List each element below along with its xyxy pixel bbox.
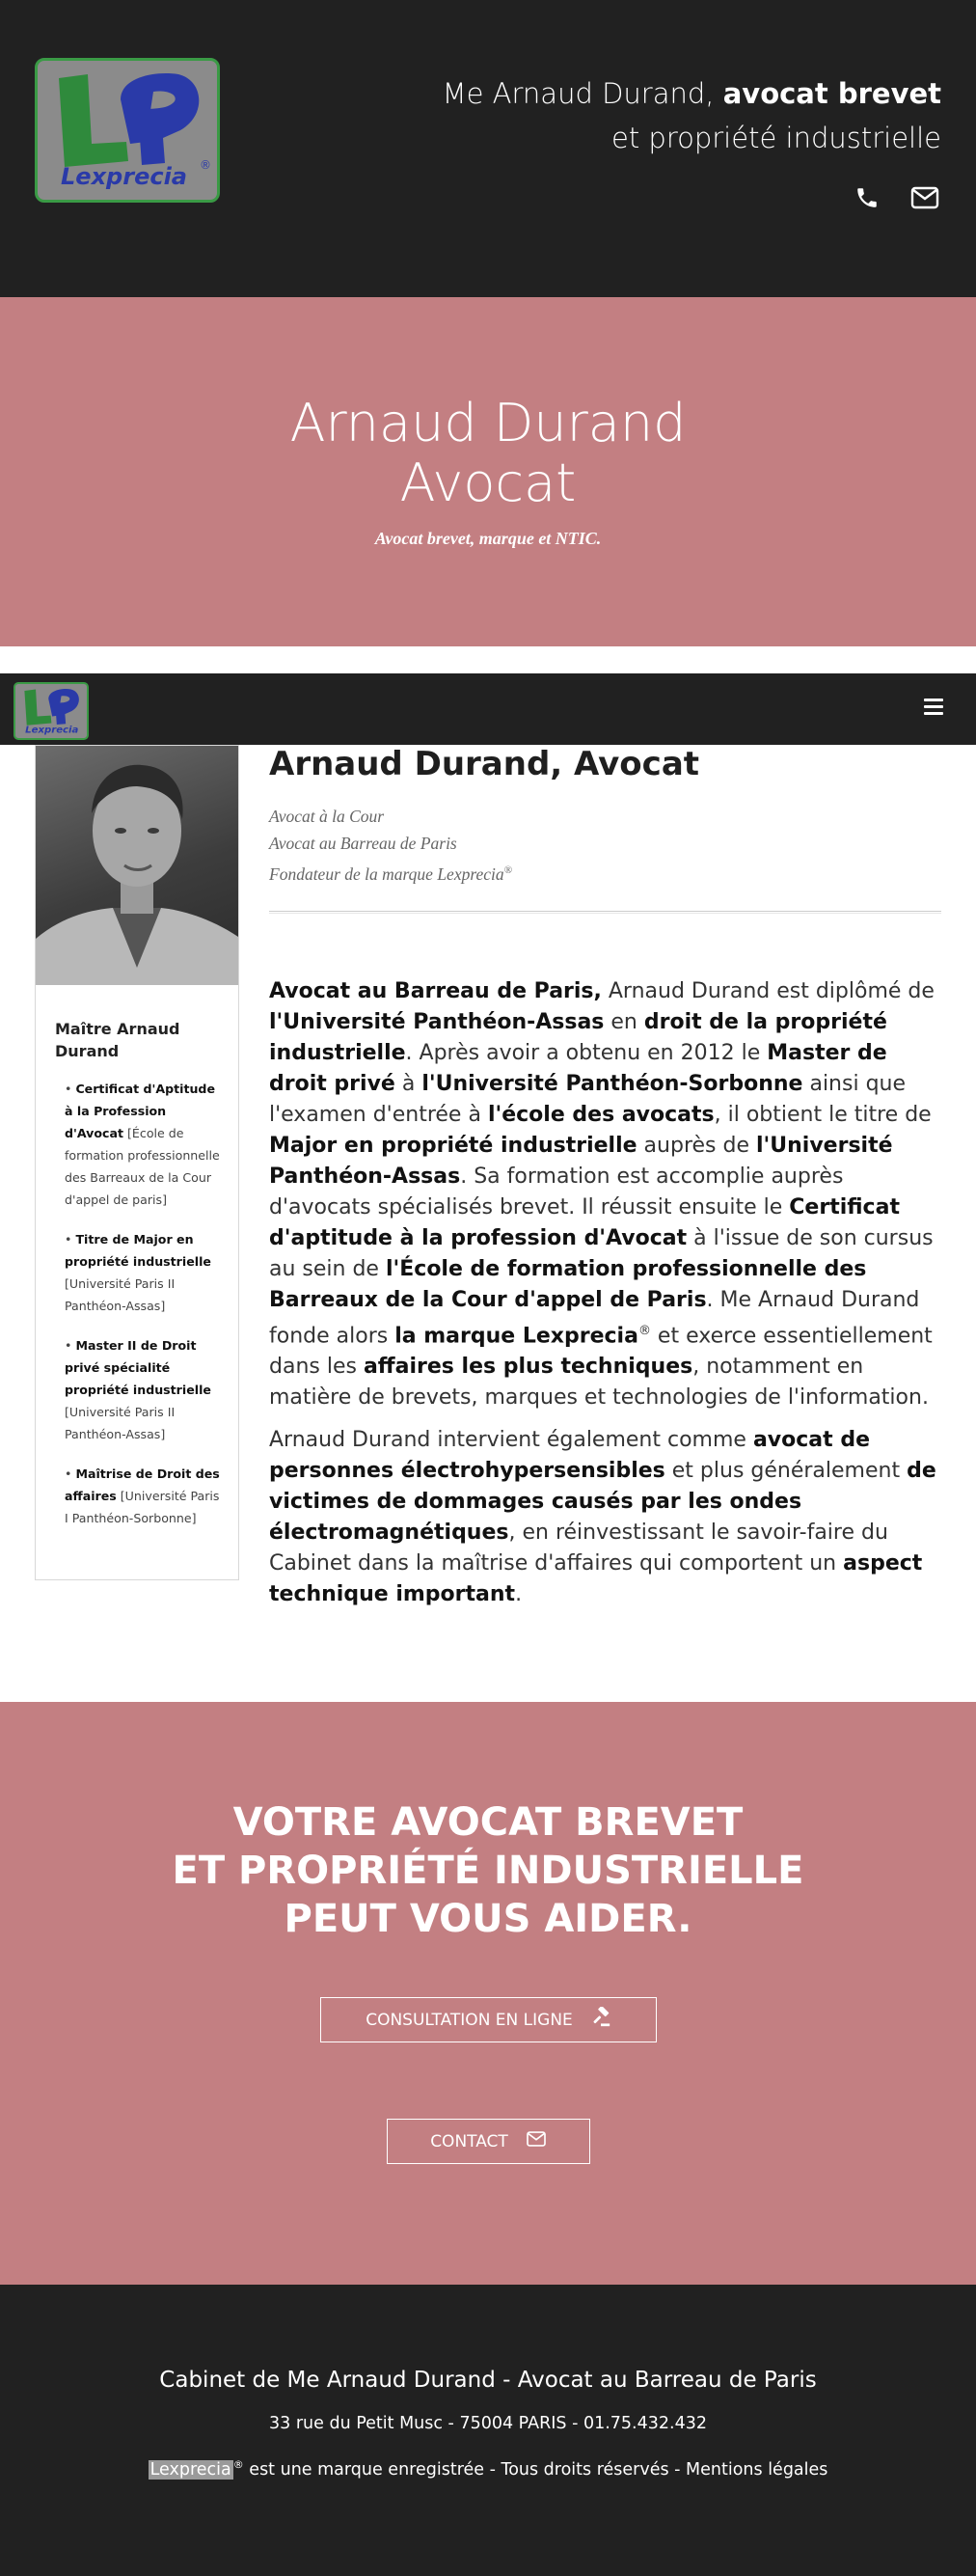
phone-icon[interactable] [854, 185, 883, 214]
footer-brand-link[interactable]: Lexprecia [149, 2459, 231, 2480]
bio-paragraph-1: Avocat au Barreau de Paris, Arnaud Durand est diplômé de l'Université Panthéon-Assas en droit de la propriété industrielle. Après avoir a obtenu en 2012 le Master de droit privé à l'Université Panthéon-Sorbonne ainsi que l'examen d'entrée à l'école des avocats, il obtient le titre de Major en propriété industrielle auprès de l'Université Panthéon-Assas. Sa formation est accomplie auprès d'avocats spécialisés brevet. Il réussit ensuite le Certificat d'aptitude à la profession d'Avocat à l'issue de son cursus au sein de l'École de formation professionnelle des Barreaux de la Cour d'appel de Paris. Me Arnaud Durand fonde alors la marque Lexprecia® et exerce essentiellement dans les affaires les plus techniques, notamment en matière de brevets, marques et technologies de l'information. [269, 979, 935, 1411]
page-title: Arnaud Durand, Avocat [269, 745, 700, 783]
sidebar-title: Maître Arnaud Durand [55, 1020, 180, 1061]
footer-firm-name: Cabinet de Me Arnaud Durand - Avocat au Barreau de Paris [159, 2368, 817, 2393]
mail-icon[interactable] [910, 185, 939, 214]
svg-text:®: ® [200, 158, 211, 172]
list-item: • Certificat d'Aptitude à la Profession d'Avocat [École de formation professionnelle des Barreaux de la Cour d'appel de paris] [65, 1082, 220, 1207]
list-item: • Maîtrise de Droit des affaires [Université Paris I Panthéon-Sorbonne] [65, 1466, 220, 1525]
lp-logo-mark-small [15, 684, 87, 738]
svg-text:Lexprecia: Lexprecia [25, 725, 79, 736]
list-item: • Titre de Major en propriété industrielle [Université Paris II Panthéon-Assas] [65, 1232, 211, 1313]
profile-card [35, 745, 239, 1580]
hero-subtitle: Avocat brevet, marque et NTIC. [374, 529, 602, 548]
portrait-photo [36, 746, 238, 985]
biography [269, 976, 941, 1622]
hero-banner [0, 297, 976, 646]
divider [269, 911, 941, 914]
bio-paragraph-2: Arnaud Durand intervient également comme avocat de personnes électrohypersensibles et plus généralement de victimes de dommages causés par les ondes électromagnétiques, en réinvestissant le savoir-faire du Cabinet dans la maîtrise d'affaires qui comportent un aspect technique important. [269, 1428, 936, 1607]
top-header [0, 0, 976, 297]
footer-address: 33 rue du Petit Musc - 75004 PARIS - 01.75.432.432 [269, 2414, 707, 2433]
header-contact-icons [854, 185, 939, 214]
diploma-list [65, 1078, 224, 1547]
cta-title: VOTRE AVOCAT BREVET ET PROPRIÉTÉ INDUSTRIELLE PEUT VOUS AIDER. [172, 1800, 804, 1941]
call-to-action [0, 1702, 976, 2285]
sticky-navbar [0, 673, 976, 745]
footer [0, 2285, 976, 2576]
role-list: Avocat à la Cour Avocat au Barreau de Paris Fondateur de la marque Lexprecia® [269, 807, 513, 884]
logo-text: Lexprecia [61, 163, 187, 190]
lexprecia-logo[interactable] [35, 58, 220, 203]
footer-legal: Lexprecia ® est une marque enregistrée - Tous droits réservés - Mentions légales [149, 2458, 828, 2480]
consultation-button[interactable]: CONSULTATION EN LIGNE [320, 1997, 657, 2042]
mail-icon [526, 2130, 547, 2152]
gavel-icon [590, 2007, 611, 2033]
contact-button[interactable]: CONTACT [387, 2119, 590, 2164]
hamburger-icon[interactable] [924, 699, 943, 716]
header-title: Me Arnaud Durand, avocat brevet et propriété industrielle [442, 77, 941, 155]
navbar-logo[interactable] [14, 682, 89, 740]
lp-logo-mark [38, 61, 217, 200]
list-item: • Master II de Droit privé spécialité propriété industrielle [Université Paris II Panthéon-Assas] [65, 1338, 211, 1441]
hero-title: Arnaud Durand Avocat [289, 393, 687, 514]
